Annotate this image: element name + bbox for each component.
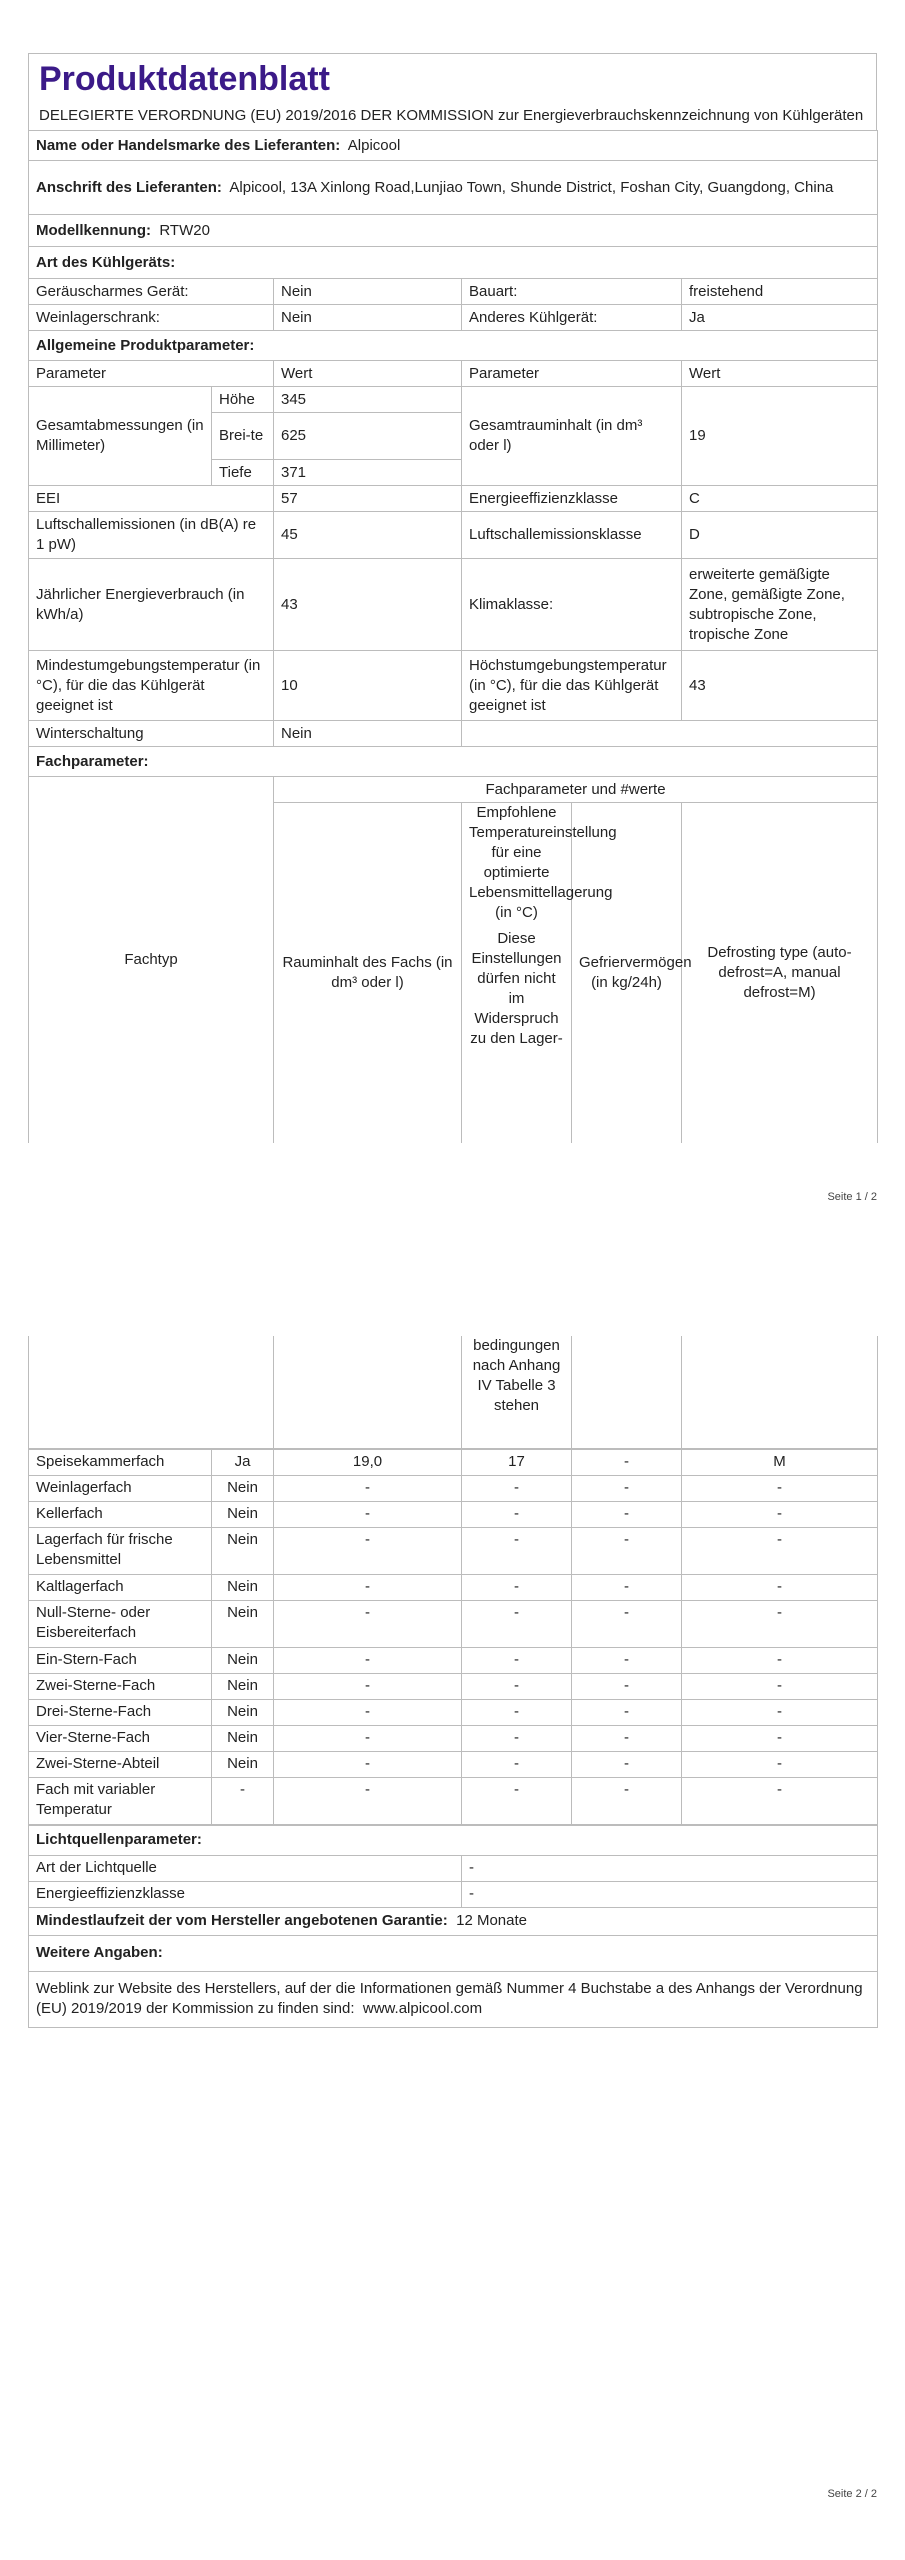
param-label: Luftschallemissionen (in dB(A) re 1 pW) [29, 512, 274, 559]
compartment-freeze: - [572, 1673, 682, 1699]
empty-cell [682, 1336, 878, 1448]
type-label: Bauart: [462, 279, 682, 305]
compartment-present: Nein [212, 1600, 274, 1647]
compartment-row [29, 1673, 878, 1699]
winter-value: Nein [274, 721, 462, 747]
dimension-name: Höhe [212, 387, 274, 413]
compartment-present: Nein [212, 1647, 274, 1673]
compartment-freeze: - [572, 1449, 682, 1475]
compartment-present: Nein [212, 1673, 274, 1699]
col-temp-header-continued: bedingungen nach Anhang IV Tabelle 3 stehen [462, 1336, 572, 1448]
param-value: erweiterte gemäßigte Zone, gemäßigte Zone, subtropische Zone, tropische Zone [682, 559, 878, 651]
compartment-freeze: - [572, 1699, 682, 1725]
compartment-freeze: - [572, 1574, 682, 1600]
compartments-group-row [29, 777, 878, 803]
compartment-defrost: - [682, 1751, 878, 1777]
compartment-defrost: - [682, 1725, 878, 1751]
model-value: RTW20 [159, 221, 210, 239]
model-row [29, 215, 878, 247]
param-value: 43 [274, 559, 462, 651]
compartment-row [29, 1647, 878, 1673]
compartment-defrost: - [682, 1574, 878, 1600]
compartments-group-header: Fachparameter und #werte [274, 777, 878, 803]
compartment-type: Lagerfach für frische Lebensmittel [29, 1527, 212, 1574]
compartment-temp: - [462, 1574, 572, 1600]
compartment-volume: - [274, 1600, 462, 1647]
compartment-volume: - [274, 1725, 462, 1751]
dimension-value: 371 [274, 460, 462, 486]
compartment-temp: - [462, 1777, 572, 1824]
compartment-type: Zwei-Sterne-Fach [29, 1673, 212, 1699]
compartment-row [29, 1501, 878, 1527]
compartment-present: Ja [212, 1449, 274, 1475]
compartment-row [29, 1725, 878, 1751]
compartment-freeze: - [572, 1725, 682, 1751]
compartment-row [29, 1449, 878, 1475]
compartments-header-continued [29, 1336, 878, 1448]
type-row [29, 305, 878, 331]
type-heading: Art des Kühlgeräts: [29, 247, 878, 279]
empty-cell [462, 721, 878, 747]
supplier-address-row [29, 161, 878, 215]
general-row [29, 512, 878, 559]
light-row [29, 1855, 878, 1881]
light-row [29, 1881, 878, 1907]
type-value: Nein [274, 305, 462, 331]
dimension-value: 345 [274, 387, 462, 413]
manufacturer-weblink[interactable]: www.alpicool.com [362, 2000, 483, 2017]
compartment-temp: 17 [462, 1449, 572, 1475]
product-sheet-table [28, 130, 878, 1143]
compartment-present: Nein [212, 1751, 274, 1777]
further-heading: Weitere Angaben: [29, 1935, 878, 1971]
page-2 [28, 1336, 877, 2028]
value-header: Wert [274, 361, 462, 387]
compartment-temp: - [462, 1527, 572, 1574]
col-volume-header: Rauminhalt des Fachs (in dm³ oder l) [274, 803, 462, 1143]
compartment-present: Nein [212, 1475, 274, 1501]
compartment-type: Vier-Sterne-Fach [29, 1725, 212, 1751]
volume-value: 19 [682, 387, 878, 486]
compartment-temp: - [462, 1475, 572, 1501]
compartments-table [28, 1336, 878, 1449]
compartment-row [29, 1527, 878, 1574]
compartment-temp: - [462, 1673, 572, 1699]
col-type-header: Fachtyp [29, 777, 274, 1143]
compartment-present: - [212, 1777, 274, 1824]
supplier-name-label: Name oder Handelsmarke des Lieferanten: [36, 136, 341, 154]
param-value: C [682, 486, 878, 512]
compartment-row [29, 1574, 878, 1600]
compartment-freeze: - [572, 1501, 682, 1527]
compartment-type: Speisekammerfach [29, 1449, 212, 1475]
regulation-subtitle: DELEGIERTE VERORDNUNG (EU) 2019/2016 DER KOMMISSION zur Energieverbrauchskennzeichnung von Kühlgeräten [39, 107, 864, 125]
compartment-volume: 19,0 [274, 1449, 462, 1475]
winter-label: Winterschaltung [29, 721, 274, 747]
light-heading: Lichtquellenparameter: [29, 1825, 878, 1855]
warranty-value: 12 Monate [456, 1912, 527, 1929]
compartment-row [29, 1600, 878, 1647]
compartment-defrost: - [682, 1600, 878, 1647]
compartment-present: Nein [212, 1699, 274, 1725]
col-temp-header-part1: Empfohlene Temperatureinstellung für eine optimierte Lebensmittellagerung (in °C) [469, 804, 617, 922]
dimension-value: 625 [274, 413, 462, 460]
param-value: 10 [274, 651, 462, 721]
general-heading-row [29, 331, 878, 361]
compartment-volume: - [274, 1699, 462, 1725]
warranty-label: Mindestlaufzeit der vom Hersteller angebotenen Garantie: [36, 1912, 448, 1929]
further-text: Weblink zur Website des Herstellers, auf der die Informationen gemäß Nummer 4 Buchstabe a des Anhangs der Verordnung (EU) 2019/2019 der Kommission zu finden sind: [36, 1980, 863, 2017]
param-value: D [682, 512, 878, 559]
compartment-type: Zwei-Sterne-Abteil [29, 1751, 212, 1777]
empty-cell [572, 1336, 682, 1448]
compartment-type: Weinlagerfach [29, 1475, 212, 1501]
param-label: EEI [29, 486, 274, 512]
compartment-freeze: - [572, 1527, 682, 1574]
compartment-freeze: - [572, 1751, 682, 1777]
param-label: Höchstumgebungstemperatur (in °C), für die das Kühlgerät geeignet ist [462, 651, 682, 721]
further-row [29, 1971, 878, 2027]
compartment-temp: - [462, 1751, 572, 1777]
compartment-present: Nein [212, 1527, 274, 1574]
page-footer-1: Seite 1 / 2 [827, 1191, 877, 1203]
compartment-rows [28, 1449, 878, 1825]
general-row [29, 651, 878, 721]
compartment-type: Kellerfach [29, 1501, 212, 1527]
page-1 [28, 53, 877, 1188]
param-header: Parameter [462, 361, 682, 387]
compartment-present: Nein [212, 1574, 274, 1600]
volume-label: Gesamtrauminhalt (in dm³ oder l) [462, 387, 682, 486]
param-label: Klimaklasse: [462, 559, 682, 651]
type-label: Geräuscharmes Gerät: [29, 279, 274, 305]
dimension-row [29, 387, 878, 413]
compartment-temp: - [462, 1647, 572, 1673]
warranty-row [29, 1907, 878, 1935]
compartment-present: Nein [212, 1501, 274, 1527]
col-temp-header-part2: Diese Einstellungen dürfen nicht im Widerspruch zu den Lager- [470, 930, 563, 1048]
compartment-type: Null-Sterne- oder Eisbereiterfach [29, 1600, 212, 1647]
compartment-volume: - [274, 1574, 462, 1600]
compartment-temp: - [462, 1501, 572, 1527]
supplier-name-value: Alpicool [347, 136, 401, 154]
empty-cell [274, 1336, 462, 1448]
compartment-freeze: - [572, 1600, 682, 1647]
page-footer-2: Seite 2 / 2 [827, 2488, 877, 2500]
col-defrost-header: Defrosting type (auto-defrost=A, manual defrost=M) [682, 803, 878, 1143]
light-label: Art der Lichtquelle [29, 1855, 462, 1881]
compartment-present: Nein [212, 1725, 274, 1751]
further-heading-row [29, 1935, 878, 1971]
dimensions-label: Gesamtabmessungen (in Millimeter) [29, 387, 212, 486]
compartment-defrost: - [682, 1475, 878, 1501]
param-value: 57 [274, 486, 462, 512]
compartment-type: Fach mit variabler Temperatur [29, 1777, 212, 1824]
compartments-heading-row [29, 747, 878, 777]
compartment-defrost: - [682, 1501, 878, 1527]
compartment-type: Ein-Stern-Fach [29, 1647, 212, 1673]
param-header: Parameter [29, 361, 274, 387]
compartment-defrost: M [682, 1449, 878, 1475]
compartment-volume: - [274, 1751, 462, 1777]
supplier-address-label: Anschrift des Lieferanten: [36, 178, 222, 196]
compartment-defrost: - [682, 1527, 878, 1574]
winter-row [29, 721, 878, 747]
compartment-volume: - [274, 1647, 462, 1673]
col-freeze-header: Gefriervermögen (in kg/24h) [572, 803, 682, 1143]
value-header: Wert [682, 361, 878, 387]
compartment-defrost: - [682, 1647, 878, 1673]
type-label: Anderes Kühlgerät: [462, 305, 682, 331]
general-header-row [29, 361, 878, 387]
general-heading: Allgemeine Produktparameter: [29, 331, 878, 361]
col-temp-header [462, 803, 617, 1143]
general-row [29, 559, 878, 651]
compartments-heading: Fachparameter: [29, 747, 878, 777]
page-title: Produktdatenblatt [39, 60, 330, 98]
compartment-row [29, 1475, 878, 1501]
compartment-freeze: - [572, 1777, 682, 1824]
type-heading-row [29, 247, 878, 279]
dimension-name: Brei-te [212, 413, 274, 460]
light-heading-row [29, 1825, 878, 1855]
type-value: Nein [274, 279, 462, 305]
compartment-defrost: - [682, 1777, 878, 1824]
compartment-temp: - [462, 1699, 572, 1725]
compartment-row [29, 1699, 878, 1725]
general-row [29, 486, 878, 512]
compartment-volume: - [274, 1673, 462, 1699]
type-value: Ja [682, 305, 878, 331]
title-box [28, 53, 877, 130]
compartment-temp: - [462, 1725, 572, 1751]
type-label: Weinlagerschrank: [29, 305, 274, 331]
param-label: Jährlicher Energieverbrauch (in kWh/a) [29, 559, 274, 651]
param-value: 43 [682, 651, 878, 721]
compartment-defrost: - [682, 1673, 878, 1699]
param-label: Energieeffizienzklasse [462, 486, 682, 512]
compartment-type: Drei-Sterne-Fach [29, 1699, 212, 1725]
compartment-defrost: - [682, 1699, 878, 1725]
compartment-row [29, 1777, 878, 1824]
compartment-type: Kaltlagerfach [29, 1574, 212, 1600]
light-value: - [462, 1881, 878, 1907]
supplier-name-row [29, 131, 878, 161]
param-label: Luftschallemissionsklasse [462, 512, 682, 559]
light-value: - [462, 1855, 878, 1881]
compartment-freeze: - [572, 1647, 682, 1673]
compartment-volume: - [274, 1501, 462, 1527]
light-label: Energieeffizienzklasse [29, 1881, 462, 1907]
param-label: Mindestumgebungstemperatur (in °C), für die das Kühlgerät geeignet ist [29, 651, 274, 721]
dimension-name: Tiefe [212, 460, 274, 486]
empty-cell [29, 1336, 274, 1448]
light-warranty-table [28, 1825, 878, 2028]
compartment-row [29, 1751, 878, 1777]
compartment-temp: - [462, 1600, 572, 1647]
compartment-volume: - [274, 1777, 462, 1824]
type-value: freistehend [682, 279, 878, 305]
model-label: Modellkennung: [36, 221, 151, 239]
compartment-volume: - [274, 1527, 462, 1574]
compartment-volume: - [274, 1475, 462, 1501]
supplier-address-value: Alpicool, 13A Xinlong Road,Lunjiao Town, Shunde District, Foshan City, Guangdong, China [229, 178, 834, 196]
param-value: 45 [274, 512, 462, 559]
compartment-freeze: - [572, 1475, 682, 1501]
type-row [29, 279, 878, 305]
